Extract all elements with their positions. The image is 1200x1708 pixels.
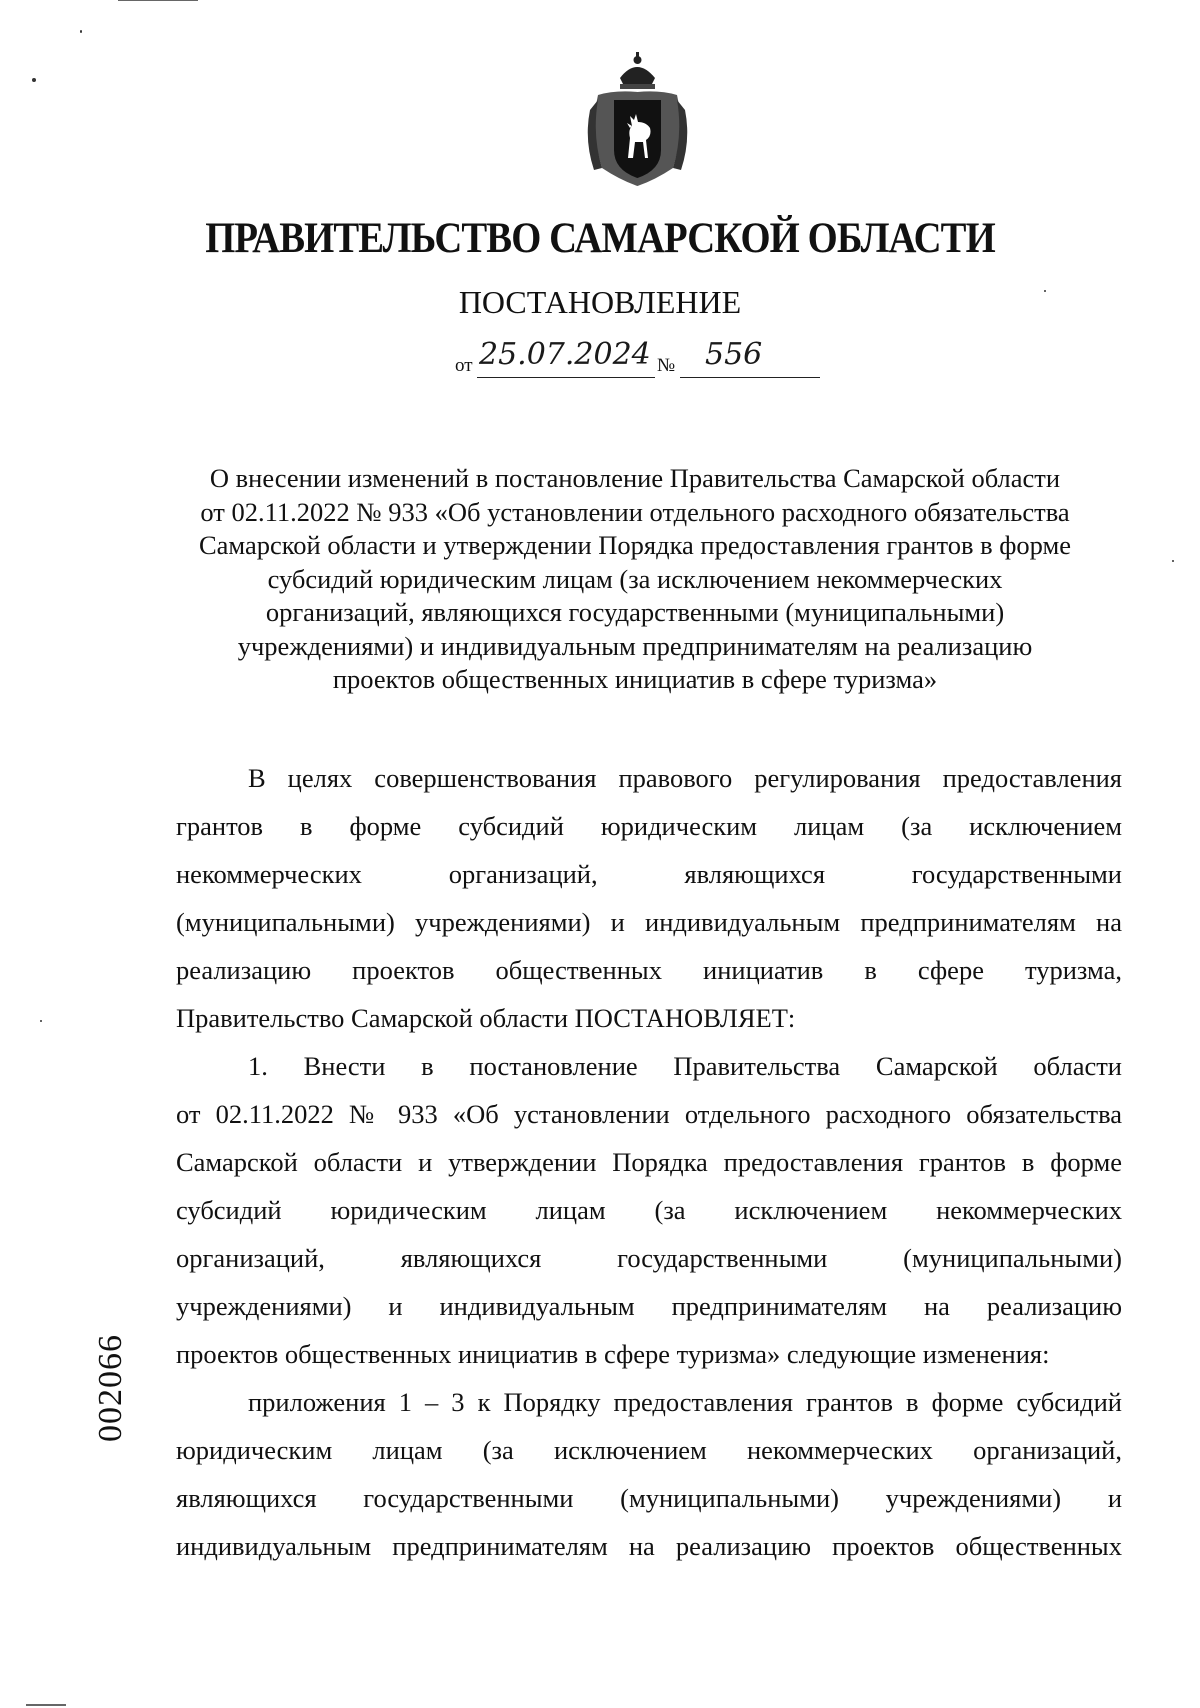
date-prefix: от	[455, 355, 473, 376]
body-line: организаций, являющихся государственными (муниципальными)	[176, 1243, 1122, 1273]
scan-edge-mark	[118, 0, 198, 1]
body-line: Самарской области и утверждении Порядка предоставления грантов в форме	[176, 1147, 1122, 1177]
body-line: субсидий юридическим лицам (за исключением некоммерческих	[176, 1195, 1122, 1225]
coat-of-arms-icon	[580, 50, 695, 190]
subject-line: О внесении изменений в постановление Правительства Самарской области	[209, 463, 1061, 493]
handwritten-date: 25.07.2024	[479, 337, 651, 372]
scan-edge-mark	[26, 1704, 66, 1706]
scan-speck	[1172, 560, 1174, 562]
body-line: В целях совершенствования правового регулирования предоставления	[248, 763, 1122, 793]
body-line: Правительство Самарской области ПОСТАНОВЛЯЕТ:	[176, 1003, 796, 1033]
body-line: проектов общественных инициатив в сфере туризма» следующие изменения:	[176, 1339, 1050, 1369]
body-line: являющихся государственными (муниципальными) учреждениями) и	[176, 1483, 1122, 1513]
subject-line: проектов общественных инициатив в сфере туризма»	[332, 664, 938, 694]
subject-block	[150, 462, 1120, 697]
scan-speck	[80, 30, 82, 33]
organization-title: ПРАВИТЕЛЬСТВО САМАРСКОЙ ОБЛАСТИ	[205, 215, 995, 262]
body-line: 1. Внести в постановление Правительства Самарской области	[248, 1051, 1122, 1081]
subject-line: субсидий юридическим лицам (за исключением некоммерческих	[267, 563, 1003, 594]
body-line: индивидуальным предпринимателям на реализацию проектов общественных	[176, 1531, 1122, 1561]
date-number-line	[455, 337, 855, 381]
body-line: грантов в форме субсидий юридическим лицам (за исключением	[176, 811, 1122, 841]
subject-line: от 02.11.2022 № 933 «Об установлении отдельного расходного обязательства	[200, 496, 1070, 527]
body-line: учреждениями) и индивидуальным предпринимателям на реализацию	[176, 1291, 1122, 1321]
body-line: юридическим лицам (за исключением некоммерческих организаций,	[176, 1435, 1122, 1465]
margin-serial-stamp: 002066	[92, 1334, 129, 1442]
subject-line: организаций, являющихся государственными (муниципальными)	[265, 597, 1005, 627]
handwritten-number: 556	[705, 337, 763, 372]
body-line: приложения 1 – 3 к Порядку предоставления грантов в форме субсидий	[248, 1387, 1122, 1417]
number-prefix: №	[657, 355, 676, 376]
subject-line: Самарской области и утверждении Порядка предоставления грантов в форме	[198, 530, 1072, 560]
body-line: от 02.11.2022 № 933 «Об установлении отдельного расходного обязательства	[176, 1099, 1122, 1129]
body-line: некоммерческих организаций, являющихся государственными	[176, 859, 1122, 889]
scan-speck	[32, 78, 36, 82]
document-type: ПОСТАНОВЛЕНИЕ	[458, 284, 742, 320]
subject-line: учреждениями) и индивидуальным предпринимателям на реализацию	[237, 630, 1033, 661]
scan-speck	[40, 1020, 42, 1022]
body-line: реализацию проектов общественных инициатив в сфере туризма,	[176, 955, 1122, 985]
scan-speck	[1044, 290, 1046, 292]
body-line: (муниципальными) учреждениями) и индивидуальным предпринимателям на	[176, 907, 1122, 937]
